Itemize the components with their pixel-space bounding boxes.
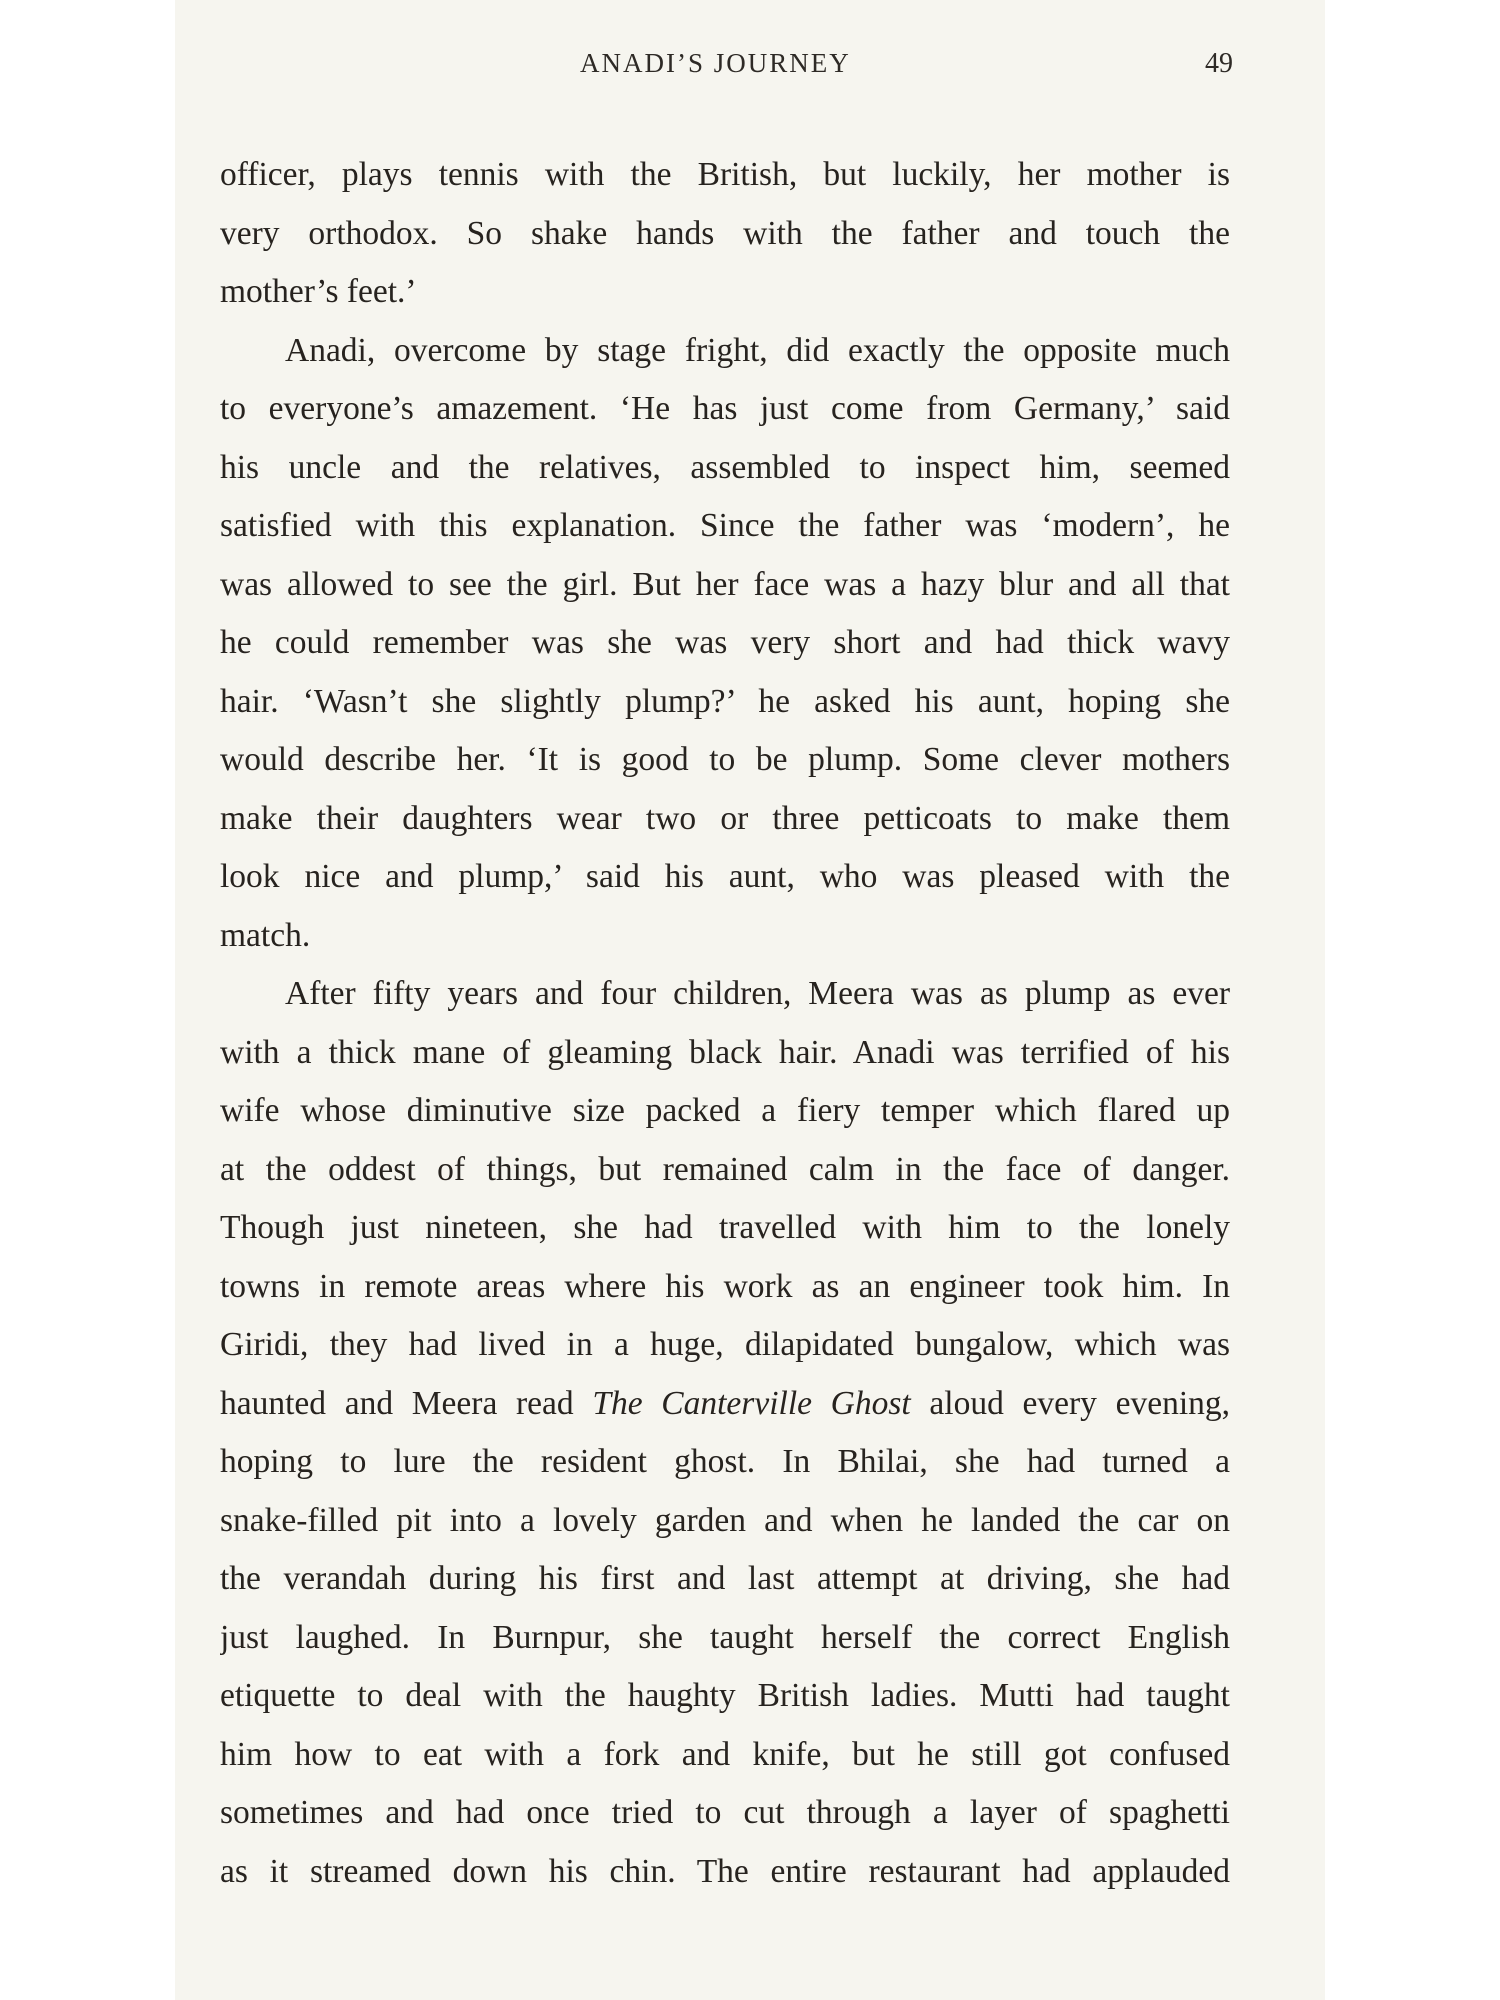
text-segment: haunted and Meera read (220, 1384, 574, 1422)
text-line: sometimes and had once tried to cut through a layer of spaghetti (220, 1794, 1230, 1831)
text-line: Though just nineteen, she had travelled with him to the lonely (220, 1209, 1230, 1246)
text-line (220, 1375, 1230, 1434)
text-line: would describe her. ‘It is good to be plump. Some clever mothers (220, 741, 1230, 778)
text-line: hair. ‘Wasn’t she slightly plump?’ he asked his aunt, hoping she (220, 682, 1230, 720)
text-line: very orthodox. So shake hands with the father and touch the (220, 214, 1230, 252)
text-line: match. (220, 916, 311, 954)
text-line: he could remember was she was very short and had thick wavy (220, 624, 1230, 661)
text-line: him how to eat with a fork and knife, but he still got confused (220, 1735, 1230, 1773)
text-line: wife whose diminutive size packed a fiery temper which flared up (220, 1092, 1230, 1129)
text-line: officer, plays tennis with the British, but luckily, her mother is (220, 156, 1230, 193)
text-line: just laughed. In Burnpur, she taught herself the correct English (220, 1618, 1230, 1656)
text-line: Anadi, overcome by stage fright, did exactly the opposite much (285, 331, 1230, 369)
body-text (220, 146, 1230, 1901)
text-line: etiquette to deal with the haughty British ladies. Mutti had taught (220, 1677, 1230, 1714)
text-line: was allowed to see the girl. But her face was a hazy blur and all that (220, 565, 1230, 603)
running-head (175, 48, 1325, 92)
text-line: the verandah during his first and last attempt at driving, she had (220, 1560, 1230, 1597)
page-number: 49 (1205, 48, 1233, 79)
text-segment: aloud every evening, (929, 1384, 1230, 1422)
text-line: as it streamed down his chin. The entire restaurant had applauded (220, 1852, 1230, 1890)
text-line: satisfied with this explanation. Since the father was ‘modern’, he (220, 507, 1230, 544)
text-line: make their daughters wear two or three petticoats to make them (220, 799, 1230, 837)
text-line: hoping to lure the resident ghost. In Bhilai, she had turned a (220, 1443, 1230, 1480)
book-title-italic: The Canterville Ghost (592, 1384, 911, 1422)
text-line: to everyone’s amazement. ‘He has just come from Germany,’ said (220, 390, 1230, 427)
text-line: at the oddest of things, but remained calm in the face of danger. (220, 1150, 1230, 1188)
text-line: Giridi, they had lived in a huge, dilapidated bungalow, which was (220, 1326, 1230, 1363)
text-line: towns in remote areas where his work as an engineer took him. In (220, 1267, 1230, 1305)
text-line: mother’s feet.’ (220, 273, 417, 310)
text-line: After fifty years and four children, Meera was as plump as ever (285, 975, 1230, 1012)
text-line: snake-filled pit into a lovely garden and when he landed the car on (220, 1501, 1230, 1539)
running-title: ANADI’S JOURNEY (580, 48, 851, 78)
text-line: look nice and plump,’ said his aunt, who was pleased with the (220, 858, 1230, 895)
text-line: with a thick mane of gleaming black hair. Anadi was terrified of his (220, 1033, 1230, 1071)
book-page (175, 0, 1325, 2000)
text-line: his uncle and the relatives, assembled to inspect him, seemed (220, 448, 1230, 486)
